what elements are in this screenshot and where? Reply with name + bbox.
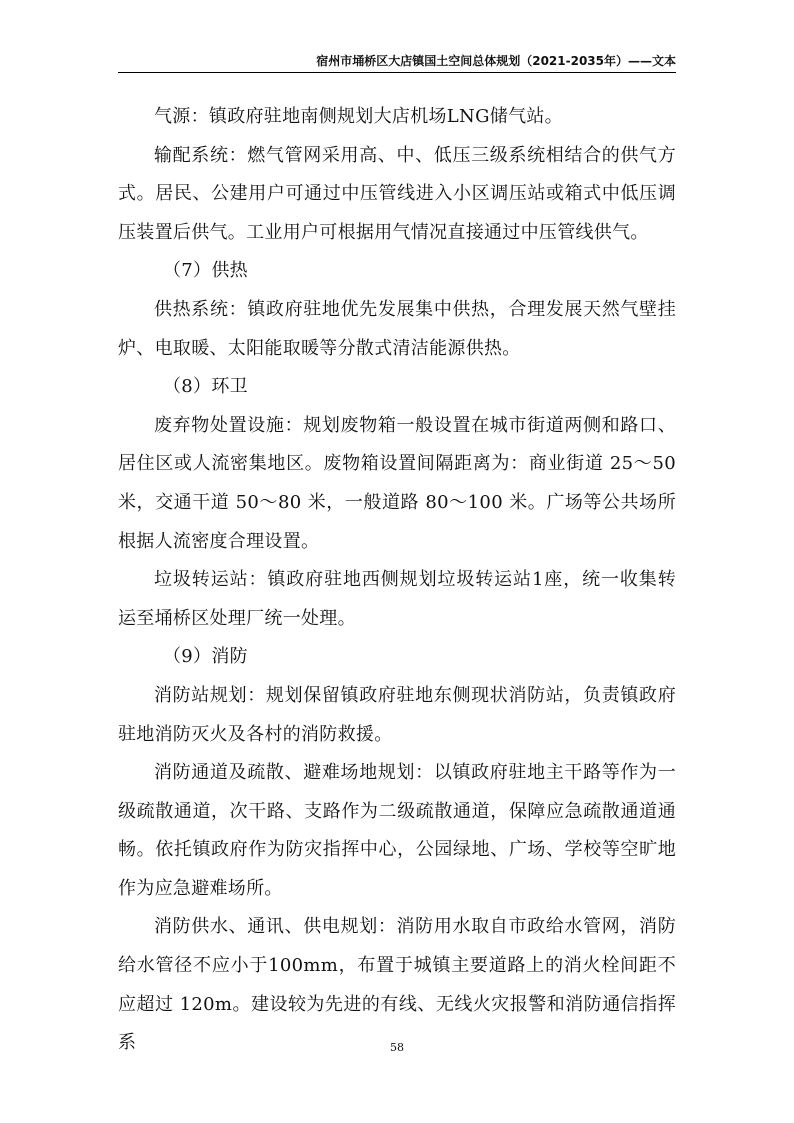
paragraph-heating-system: 供热系统：镇政府驻地优先发展集中供热，合理发展天然气壁挂炉、电取暖、太阳能取暖等分散式清洁能源供热。 xyxy=(118,298,676,359)
paragraph-transfer-station: 垃圾转运站：镇政府驻地西侧规划垃圾转运站1座，统一收集转运至埇桥区处理厂统一处理。 xyxy=(118,569,676,629)
paragraph-evacuation: 消防通道及疏散、避难场地规划：以镇政府驻地主干路等作为一级疏散通道，次干路、支路作为二级疏散通道，保障应急疏散通道通畅。依托镇政府作为防灾指挥中心，公园绿地、广场、学校等空旷地作为应急避难场所。 xyxy=(118,762,676,899)
paragraph-gas-source: 气源：镇政府驻地南侧规划大店机场LNG储气站。 xyxy=(154,106,563,127)
section-heading-heating: （7）供热 xyxy=(163,260,248,282)
document-body xyxy=(118,98,676,1063)
paragraph-gas-distribution: 输配系统：燃气管网采用高、中、低压三级系统相结合的供气方式。居民、公建用户可通过中压管线进入小区调压站或箱式中低压调压装置后供气。工业用户可根据用气情况直接通过中压管线供气。 xyxy=(118,144,676,243)
header-rule xyxy=(118,72,676,73)
running-header: 宿州市埇桥区大店镇国土空间总体规划（2021-2035年）——文本 xyxy=(316,54,676,68)
paragraph-fire-station: 消防站规划：规划保留镇政府驻地东侧现状消防站，负责镇政府驻地消防灭火及各村的消防救援。 xyxy=(118,684,676,745)
section-heading-sanitation: （8）环卫 xyxy=(163,376,248,398)
paragraph-waste-facilities: 废弃物处置设施：规划废物箱一般设置在城市街道两侧和路口、居住区或人流密集地区。废物箱设置间隔距离为：商业街道 25～50米，交通干道 50～80 米，一般道路 80～100 米。广场等公共场所根据人流密度合理设置。 xyxy=(118,414,676,552)
page-number: 58 xyxy=(390,1041,404,1054)
section-heading-fire: （9）消防 xyxy=(163,646,248,668)
paragraph-fire-water-supply: 消防供水、通讯、供电规划：消防用水取自市政给水管网，消防给水管径不应小于100mm，布置于城镇主要道路上的消火栓间距不应超过 120m。建设较为先进的有线、无线火灾报警和消防通信指挥系 xyxy=(118,916,676,1054)
